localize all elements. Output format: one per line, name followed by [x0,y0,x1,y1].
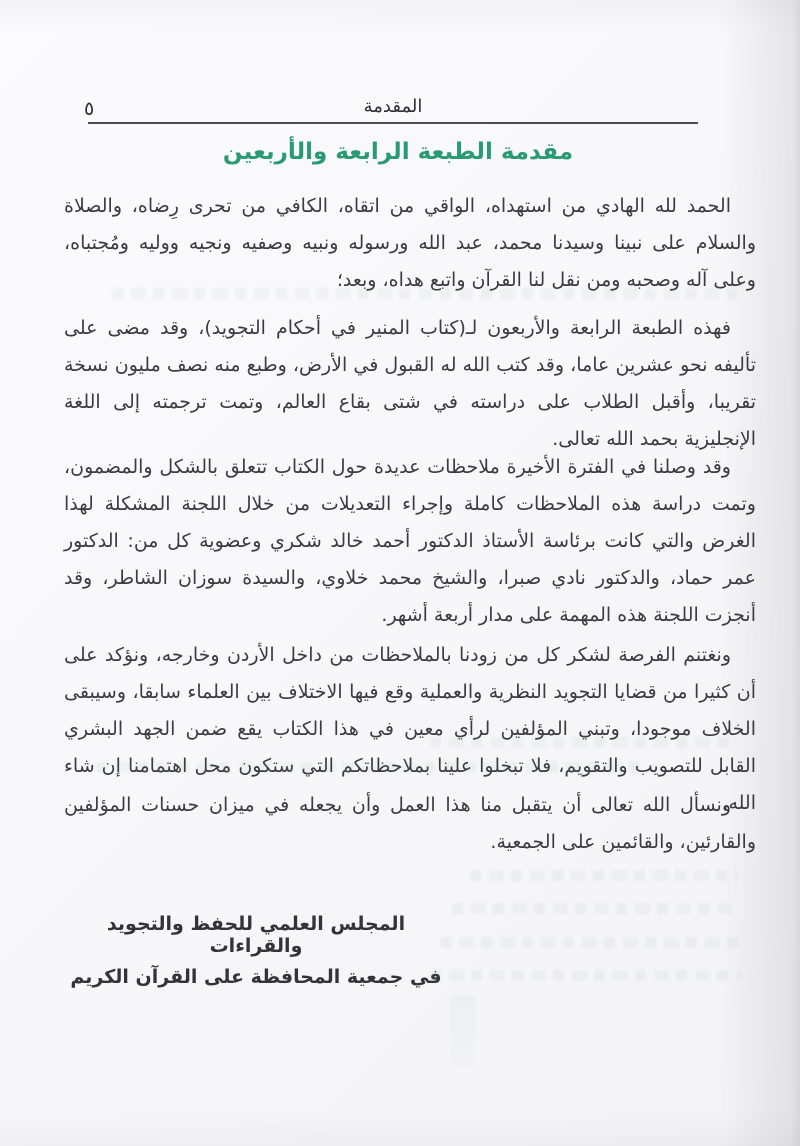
running-head-title: المقدمة [363,96,423,117]
body-paragraph-4: ونغتنم الفرصة لشكر كل من زودنا بالملاحظات من داخل الأردن وخارجه، ونؤكد على أن كثيرا من قضايا التجويد النظرية والعملية وقع فيها الاختلاف بين العلماء سابقا، وسيبقى الخلاف موجودا، وتبني المؤلفين لرأي معين في هذا الكتاب يقع ضمن الجهد البشري القابل للتصويب والتقويم، فلا تبخلوا علينا بملاحظاتكم التي ستكون محل اهتمامنا إن شاء الله. [64,644,756,814]
section-title: مقدمة الطبعة الرابعة والأربعين [222,139,574,165]
bleedthrough-ghost [452,903,738,914]
bleedthrough-smudge [450,995,476,1067]
page-number: ٥ [84,98,95,120]
bleedthrough-ghost [96,762,641,773]
footer-signature-line-1: المجلس العلمي للحفظ والتجويد والقراءات [106,913,406,957]
bleedthrough-ghost [440,937,740,948]
body-paragraph-3: وقد وصلنا في الفترة الأخيرة ملاحظات عديدة حول الكتاب تتعلق بالشكل والمضمون، وتمت دراسة هذه الملاحظات كاملة وإجراء التعديلات من خلال اللجنة المشكلة لهذا الغرض والتي كانت برئاسة الأستاذ الدكتور أحمد خالد شكري وعضوية كل من: الدكتور عمر حماد، والدكتور نادي صبرا، والشيخ محمد خلاوي، والسيدة سوزان الشاطر، وقد أنجزت اللجنة هذه المهمة على مدار أربعة أشهر. [64,456,756,626]
body-paragraph-2: فهذه الطبعة الرابعة والأربعون لـ(كتاب المنير في أحكام التجويد)، وقد مضى على تأليفه نحو عشرين عاما، وقد كتب الله له القبول في الأرض، وطبع منه نصف مليون نسخة تقريبا، وأقبل الطلاب على دراسته في شتى بقاع العالم، وتمت ترجمته إلى اللغة الإنجليزية بحمد الله تعالى. [64,317,756,450]
body-paragraph-5: ونسأل الله تعالى أن يتقبل منا هذا العمل وأن يجعله في ميزان حسنات المؤلفين والقارئين، والقائمين على الجمعية. [64,794,756,853]
bleedthrough-ghost [112,288,737,299]
bleedthrough-ghost [470,870,738,881]
bleedthrough-ghost [430,737,738,748]
bleedthrough-ghost [430,970,742,981]
footer-signature-line-2: في جمعية المحافظة على القرآن الكريم [70,966,442,988]
body-paragraph-1: الحمد لله الهادي من استهداه، الواقي من اتقاه، الكافي من تحرى رِضاه، والصلاة والسلام على نبينا وسيدنا محمد، عبد الله ورسوله ونبيه وصفيه ونجيه ووليه ومُجتباه، وعلى آله وصحبه ومن نقل لنا القرآن واتبع هداه، وبعد؛ [64,195,756,291]
header-rule-divider [88,122,698,124]
